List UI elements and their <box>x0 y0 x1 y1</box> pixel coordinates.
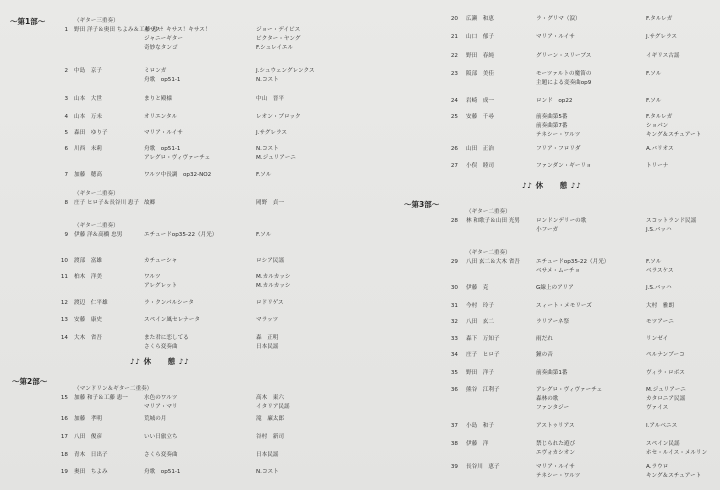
entry-title: エチュードop35-22（月光） <box>144 232 218 238</box>
entry-number: 23 <box>450 71 458 77</box>
entry-number: 7 <box>64 172 68 178</box>
entry-performer: 伊藤 洋 <box>466 441 489 447</box>
entry-composer: M.カルカッシ <box>256 283 291 289</box>
entry-composer: ヴァイス <box>646 405 669 411</box>
entry-title: いい日旅立ち <box>144 434 178 440</box>
entry-title: テネシー・ワルツ <box>536 132 581 138</box>
entry-number: 1 <box>64 27 68 33</box>
entry-performer: 阪部 美佳 <box>466 71 494 77</box>
entry-number: 16 <box>60 416 68 422</box>
entry-performer: 安藤 千尋 <box>466 114 494 120</box>
entry-composer: F.ソル <box>646 71 662 77</box>
entry-composer: トリーナ <box>646 163 669 169</box>
entry-performer: 庄子 ヒロ子 <box>466 352 500 358</box>
entry-performer: 八田 玄二＆大木 省吾 <box>466 259 520 265</box>
entry-title: 鐘の音 <box>536 352 553 358</box>
entry-composer: M.ジュリアーニ <box>646 387 686 393</box>
entry-title: オリエンタル <box>144 114 178 120</box>
entry-performer: 岩崎 成一 <box>466 98 494 104</box>
entry-composer: A.ラウロ <box>646 464 669 470</box>
entry-title: ラ・クンパルシータ <box>144 300 194 306</box>
entry-title: ロンド op22 <box>536 98 573 104</box>
entry-composer: N.コスト <box>256 77 279 83</box>
entry-performer: 安藤 康史 <box>74 317 102 323</box>
entry-title: アレグロ・ヴィヴァーチェ <box>536 387 603 393</box>
entry-composer: スコットランド民謡 <box>646 218 697 224</box>
entry-number: 13 <box>60 317 68 323</box>
entry-composer: イタリア民謡 <box>256 404 290 410</box>
entry-composer: 高木 東六 <box>256 395 284 401</box>
entry-title: モーツァルトの魔笛の <box>536 71 592 77</box>
entry-number: 30 <box>450 285 458 291</box>
entry-performer: 森下 万知子 <box>466 336 500 342</box>
entry-performer: 渡辺 仁平雄 <box>74 300 108 306</box>
entry-title: ミロンガ <box>144 68 167 74</box>
entry-number: 31 <box>450 303 458 309</box>
entry-title: 森林の歌 <box>536 396 559 402</box>
entry-title: ラ・グリマ（涙） <box>536 16 581 22</box>
entry-performer: 中島 京子 <box>74 68 102 74</box>
entry-number: 33 <box>450 336 458 342</box>
entry-composer: J.サグレラス <box>256 130 288 136</box>
entry-composer: 谷村 新司 <box>256 434 284 440</box>
entry-number: 10 <box>60 258 68 264</box>
entry-composer: 日本民謡 <box>256 344 279 350</box>
entry-number: 11 <box>60 274 68 280</box>
entry-composer: F.シュレイエル <box>256 45 294 51</box>
entry-performer: 森田 ゆり子 <box>74 130 108 136</box>
entry-title: フリア・フロリダ <box>536 146 581 152</box>
entry-note: （ギター二重奏） <box>466 250 511 256</box>
entry-performer: 山口 郁子 <box>466 34 494 40</box>
entry-title: アレグレット <box>144 283 178 289</box>
entry-title: 前奏曲第5番 <box>536 114 568 120</box>
entry-title: 前奏曲第1番 <box>536 370 568 376</box>
entry-title: ジャニーギター <box>144 36 183 42</box>
entry-number: 14 <box>60 335 68 341</box>
entry-performer: 山本 万未 <box>74 114 102 120</box>
entry-number: 12 <box>60 300 68 306</box>
entry-title: 舟歌 op51-1 <box>144 469 181 475</box>
entry-performer: 野田 洋子＆奥田 ちよみ＆工藤 恵一 <box>74 27 164 33</box>
entry-composer: ショパン <box>646 123 669 129</box>
entry-performer: 小俣 睦司 <box>466 163 494 169</box>
entry-title: エチュードop35-22（月光） <box>536 259 610 265</box>
entry-title: 舟歌 op51-1 <box>144 77 181 83</box>
entry-number: 36 <box>450 387 458 393</box>
entry-title: マリア・ルイサ <box>536 34 575 40</box>
entry-number: 22 <box>450 53 458 59</box>
entry-composer: ヴィラ・ロボス <box>646 370 685 376</box>
entry-title: マリア・ルイサ <box>536 464 575 470</box>
entry-title: 小フーガ <box>536 227 559 233</box>
intermission-2: ♪♪ 休 憩 ♪♪ <box>522 181 582 190</box>
entry-composer: ジョー・デイビス <box>256 27 301 33</box>
entry-number: 25 <box>450 114 458 120</box>
entry-number: 3 <box>64 96 68 102</box>
entry-composer: F.タルレガ <box>646 16 673 22</box>
entry-title: アストゥリアス <box>536 423 575 429</box>
entry-title: ベサメ・ムーチョ <box>536 268 581 274</box>
entry-number: 29 <box>450 259 458 265</box>
entry-performer: 川西 未莉 <box>74 146 102 152</box>
entry-composer: ペルナンブーコ <box>646 352 685 358</box>
entry-performer: 林 和歌子＆山田 光男 <box>466 218 520 224</box>
entry-title: スペイン風セレナータ <box>144 317 200 323</box>
entry-composer: ホセ・ルイス・メルリン <box>646 450 708 456</box>
entry-title: 故郷 <box>144 200 156 206</box>
entry-composer: ロドリゲス <box>256 300 284 306</box>
entry-performer: 加藤 孝明 <box>74 416 102 422</box>
entry-composer: マラッツ <box>256 317 279 323</box>
entry-composer: M.カルカッシ <box>256 274 291 280</box>
entry-title: マリア・マリ <box>144 404 178 410</box>
entry-composer: J.サグレラス <box>646 34 678 40</box>
entry-performer: 伊藤 克 <box>466 285 489 291</box>
entry-number: 2 <box>64 68 68 74</box>
entry-title: ファンダン・ギーリョ <box>536 163 592 169</box>
entry-composer: F.ソル <box>256 232 272 238</box>
section-part2-heading: 〜第2部〜 <box>12 377 48 386</box>
entry-composer: F.タルレガ <box>646 114 673 120</box>
entry-composer: スペイン民謡 <box>646 441 680 447</box>
entry-composer: I.アルベニス <box>646 423 678 429</box>
entry-number: 21 <box>450 34 458 40</box>
entry-title: 水色のワルツ <box>144 395 178 401</box>
entry-performer: 山本 大世 <box>74 96 102 102</box>
intermission-1: ♪♪ 休 憩 ♪♪ <box>130 357 190 366</box>
section-part1-heading: 〜第1部〜 <box>10 17 46 26</box>
entry-number: 18 <box>60 452 68 458</box>
entry-composer: カタロニア民謡 <box>646 396 686 402</box>
entry-number: 9 <box>64 232 68 238</box>
entry-performer: 野田 春純 <box>466 53 494 59</box>
entry-performer: 庄子 ヒロ子＆長谷川 恵子 <box>74 200 140 206</box>
entry-title: 舟歌 op51-1 <box>144 146 181 152</box>
entry-composer: 滝 廉太郎 <box>256 416 284 422</box>
entry-performer: 熊谷 江利子 <box>466 387 500 393</box>
entry-number: 27 <box>450 163 458 169</box>
entry-composer: 岡野 貞一 <box>256 200 284 206</box>
entry-composer: F.ソル <box>256 172 272 178</box>
entry-title: 禁じられた遊び <box>536 441 576 447</box>
entry-performer: 奥田 ちよみ <box>74 469 108 475</box>
entry-composer: ロシア民謡 <box>256 258 284 264</box>
entry-performer: 伊藤 洋＆高橋 忠男 <box>74 232 123 238</box>
entry-title: ロンドンデリーの歌 <box>536 218 587 224</box>
entry-title: さくら変奏曲 <box>144 344 178 350</box>
entry-number: 28 <box>450 218 458 224</box>
entry-title: マリア・ルイサ <box>144 130 183 136</box>
entry-number: 15 <box>60 395 68 401</box>
entry-composer: モツアーニ <box>646 319 674 325</box>
entry-number: 39 <box>450 464 458 470</box>
entry-composer: レオン・ブロック <box>256 114 301 120</box>
entry-performer: 渡部 富雄 <box>74 258 102 264</box>
entry-performer: 青木 日出子 <box>74 452 108 458</box>
entry-note: （ギター二重奏） <box>74 223 119 229</box>
entry-title: スィート・メモリーズ <box>536 303 592 309</box>
entry-composer: M.ジュリアーニ <box>256 155 296 161</box>
entry-performer: 今村 玲子 <box>466 303 494 309</box>
entry-performer: 長谷川 恵子 <box>466 464 500 470</box>
entry-title: G線上のアリア <box>536 285 574 291</box>
entry-number: 8 <box>64 200 68 206</box>
entry-title: ファンタジー <box>536 405 570 411</box>
entry-performer: 小島 和子 <box>466 423 494 429</box>
entry-composer: キング＆スチュアート <box>646 473 702 479</box>
entry-composer: ビクター・ヤング <box>256 36 301 42</box>
entry-composer: A.バリオス <box>646 146 674 152</box>
entry-title: 主題による変奏曲op9 <box>536 80 592 86</box>
entry-performer: 加藤 和子＆工藤 恵一 <box>74 395 128 401</box>
entry-title: 荒城の月 <box>144 416 167 422</box>
entry-composer: J.S.バッハ <box>646 285 672 291</box>
entry-composer: 中山 晋平 <box>256 96 284 102</box>
entry-number: 20 <box>450 16 458 22</box>
entry-note: （ギター二重奏） <box>74 191 119 197</box>
entry-composer: J.S.バッハ <box>646 227 672 233</box>
entry-number: 38 <box>450 441 458 447</box>
entry-number: 4 <box>64 114 68 120</box>
entry-title: カチューシャ <box>144 258 178 264</box>
entry-performer: 柏木 洋美 <box>74 274 102 280</box>
entry-number: 24 <box>450 98 458 104</box>
entry-title: グリーン・スリーブス <box>536 53 592 59</box>
entry-performer: 広瀬 和恵 <box>466 16 494 22</box>
entry-title: さくら変奏曲 <box>144 452 178 458</box>
entry-number: 26 <box>450 146 458 152</box>
entry-composer: イギリス古謡 <box>646 53 680 59</box>
entry-title: また君に恋してる <box>144 335 189 341</box>
entry-performer: 加藤 穂高 <box>74 172 102 178</box>
entry-composer: F.ソル <box>646 259 662 265</box>
entry-composer: 森 正明 <box>256 335 279 341</box>
entry-composer: キング＆スチュアート <box>646 132 702 138</box>
entry-number: 5 <box>64 130 68 136</box>
entry-note: （マンドリン＆ギター二重奏） <box>74 386 153 392</box>
entry-title: テネシー・ワルツ <box>536 473 581 479</box>
entry-number: 35 <box>450 370 458 376</box>
entry-composer: F.ソル <box>646 98 662 104</box>
entry-composer: ベラスケス <box>646 268 674 274</box>
entry-number: 32 <box>450 319 458 325</box>
entry-title: ラリアーネ祭 <box>536 319 570 325</box>
entry-title: 雨だれ <box>536 336 553 342</box>
entry-number: 17 <box>60 434 68 440</box>
entry-performer: 大木 省吾 <box>74 335 102 341</box>
section-part3-heading: 〜第3部〜 <box>404 200 440 209</box>
entry-number: 19 <box>60 469 68 475</box>
entry-composer: 日本民謡 <box>256 452 279 458</box>
entry-composer: 大村 雅朗 <box>646 303 674 309</box>
entry-title: キサス！キサス！キサス！ <box>144 27 211 33</box>
entry-performer: 野田 洋子 <box>466 370 494 376</box>
entry-number: 37 <box>450 423 458 429</box>
entry-title: 奇妙なタンゴ <box>144 45 178 51</box>
entry-performer: 山田 正治 <box>466 146 494 152</box>
entry-performer: 八田 俊彦 <box>74 434 102 440</box>
entry-title: ワルツ <box>144 274 161 280</box>
entry-title: ワルツ中長調 op32-NO2 <box>144 172 212 178</box>
entry-composer: N.コスト <box>256 469 279 475</box>
entry-title: エヴォカシオン <box>536 450 575 456</box>
entry-title: まりと殿様 <box>144 96 172 102</box>
entry-title: 前奏曲第7番 <box>536 123 568 129</box>
entry-number: 6 <box>64 146 68 152</box>
entry-title: アレグロ・ヴィヴァーチェ <box>144 155 211 161</box>
entry-note: （ギター二重奏） <box>466 209 511 215</box>
entry-composer: N.コスト <box>256 146 279 152</box>
entry-composer: J.シュウェングレンクス <box>256 68 315 74</box>
entry-performer: 八田 玄二 <box>466 319 494 325</box>
entry-number: 34 <box>450 352 458 358</box>
entry-composer: リンゼイ <box>646 336 669 342</box>
entry-note: （ギター三重奏） <box>74 18 119 24</box>
